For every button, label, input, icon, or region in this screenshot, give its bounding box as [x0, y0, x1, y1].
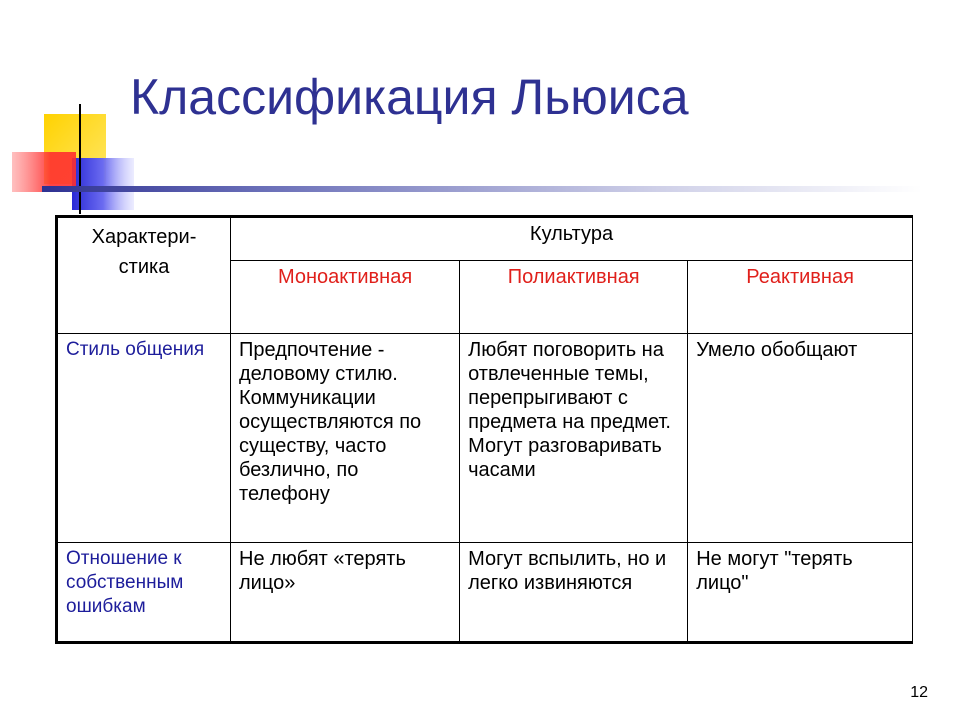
- page-number: 12: [910, 684, 928, 701]
- page-title: Классификация Льюиса: [130, 69, 689, 125]
- row-label-attitude-to-mistakes: Отношение к собственным ошибкам: [57, 543, 231, 643]
- table-row: [57, 334, 913, 543]
- cell-mistakes-reactive: Не могут "терять лицо": [688, 543, 913, 643]
- cell-mistakes-polyactive: Могут вспылить, но и легко извиняются: [460, 543, 688, 643]
- title-underline: [42, 186, 922, 192]
- table-row: [57, 543, 913, 643]
- culture-type-polyactive: Полиактивная: [460, 261, 688, 334]
- culture-type-reactive: Реактивная: [688, 261, 913, 334]
- row-label-communication-style: Стиль общения: [57, 334, 231, 543]
- characteristic-header-line2: стика: [118, 256, 170, 278]
- cell-mistakes-monoactive: Не любят «терять лицо»: [231, 543, 460, 643]
- deco-blue-square: [72, 158, 134, 210]
- characteristic-header-cell: [57, 217, 231, 334]
- lewis-classification-table: [55, 215, 913, 644]
- table-header-row: [57, 217, 913, 261]
- cell-communication-polyactive: Любят поговорить на отвлеченные темы, перепрыгивают с предмета на предмет. Могут разговаривать часами: [460, 334, 688, 543]
- cell-communication-monoactive: Предпочтение - деловому стилю. Коммуникации осуществляются по существу, часто безлично, по телефону: [231, 334, 460, 543]
- culture-header-cell: Культура: [231, 217, 913, 261]
- culture-type-monoactive: Моноактивная: [231, 261, 460, 334]
- cell-communication-reactive: Умело обобщают: [688, 334, 913, 543]
- characteristic-header-line1: Характери-: [91, 226, 197, 248]
